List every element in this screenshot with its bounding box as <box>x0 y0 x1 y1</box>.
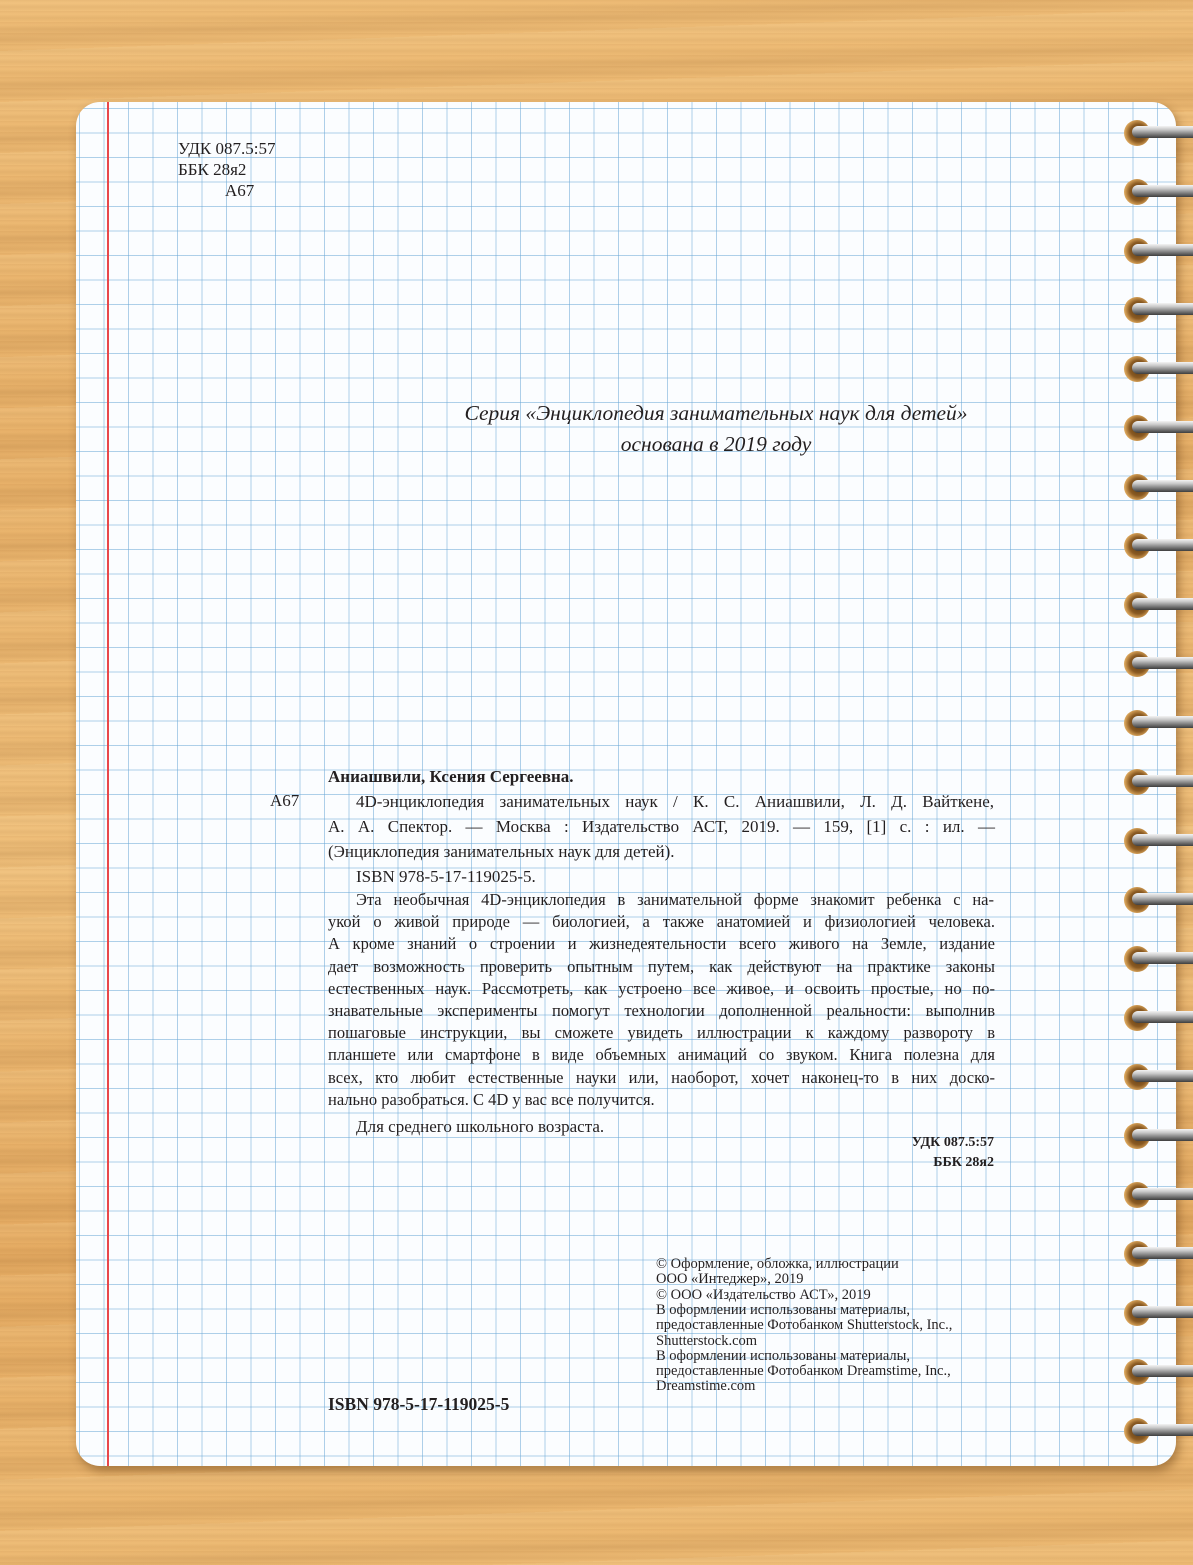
copyright-line: В оформлении использованы материалы, <box>656 1347 911 1364</box>
age-note: Для среднего школьного возраста. <box>356 1117 605 1136</box>
spiral-binding-ring-icon <box>1120 649 1193 679</box>
binding-wire <box>1132 480 1193 492</box>
copyright-line: В оформлении использованы материалы, <box>656 1301 911 1318</box>
binding-wire <box>1132 244 1193 256</box>
binding-wire <box>1132 1011 1193 1023</box>
binding-wire <box>1132 834 1193 846</box>
copyright-line: Dreamstime.com <box>656 1378 756 1395</box>
spiral-binding-ring-icon <box>1120 1298 1193 1328</box>
binding-wire <box>1132 362 1193 374</box>
red-margin-line <box>107 102 109 1466</box>
copyright-line: предоставленные Фотобанком Dreamstime, Inc., <box>656 1363 951 1380</box>
spiral-binding-ring-icon <box>1120 1239 1193 1269</box>
spiral-binding-ring-icon <box>1120 354 1193 384</box>
abstract-line: планшете или смартфоне в виде объемных анимаций со звуком. Книга полезна для <box>328 1045 995 1065</box>
series-title: Серия «Энциклопедия занимательных наук для детей» <box>464 401 968 425</box>
binding-wire <box>1132 303 1193 315</box>
spiral-binding-ring-icon <box>1120 1121 1193 1151</box>
spiral-binding-ring-icon <box>1120 1416 1193 1446</box>
binding-wire <box>1132 421 1193 433</box>
spiral-binding-ring-icon <box>1120 885 1193 915</box>
binding-wire <box>1132 893 1193 905</box>
abstract-line: всех, кто любит естественные науки или, наоборот, хочет наконец-то в них доско- <box>328 1067 995 1087</box>
binding-wire <box>1132 1306 1193 1318</box>
udk-right: УДК 087.5:57 <box>911 1135 994 1150</box>
binding-wire <box>1132 1247 1193 1259</box>
author-mark: А67 <box>225 181 255 200</box>
spiral-binding-ring-icon <box>1120 708 1193 738</box>
copyright-line: © ООО «Издательство АСТ», 2019 <box>656 1286 871 1303</box>
copyright-line: Shutterstock.com <box>656 1332 758 1349</box>
spiral-binding-ring-icon <box>1120 944 1193 974</box>
copyright-line: ООО «Интеджер», 2019 <box>656 1271 804 1288</box>
bbk-code: ББК 28я2 <box>178 160 247 179</box>
binding-wire <box>1132 1188 1193 1200</box>
citation-line: А. А. Спектор. — Москва : Издательство АСТ, 2019. — 159, [1] с. : ил. — <box>328 817 995 836</box>
abstract-line: естественных наук. Рассмотреть, как устроено все живое, и освоить простые, но по- <box>328 978 995 998</box>
spiral-binding <box>1120 118 1193 1458</box>
spiral-binding-ring-icon <box>1120 590 1193 620</box>
abstract-line: знавательные эксперименты помогут технологии дополненной реальности: выполнив <box>328 1001 995 1020</box>
isbn-footer: ISBN 978-5-17-119025-5 <box>328 1394 510 1414</box>
abstract-line: А кроме знаний о строении и жизнедеятельности всего живого на Земле, издание <box>328 934 995 954</box>
spiral-binding-ring-icon <box>1120 472 1193 502</box>
spiral-binding-ring-icon <box>1120 767 1193 797</box>
binding-wire <box>1132 126 1193 138</box>
binding-wire <box>1132 1424 1193 1436</box>
abstract-line: укой о живой природе — биологией, а также анатомией и физиологией человека. <box>328 912 995 932</box>
catalog-margin-mark: А67 <box>270 791 300 810</box>
binding-wire <box>1132 185 1193 197</box>
spiral-binding-ring-icon <box>1120 118 1193 148</box>
binding-wire <box>1132 657 1193 669</box>
copyright-line: © Оформление, обложка, иллюстрации <box>656 1256 899 1272</box>
bbk-right: ББК 28я2 <box>933 1155 994 1170</box>
spiral-binding-ring-icon <box>1120 1357 1193 1387</box>
binding-wire <box>1132 775 1193 787</box>
citation-line: 4D-энциклопедия занимательных наук / К. С. Аниашвили, Л. Д. Вайткене, <box>356 792 994 811</box>
spiral-binding-ring-icon <box>1120 413 1193 443</box>
binding-wire <box>1132 539 1193 551</box>
spiral-binding-ring-icon <box>1120 531 1193 561</box>
binding-wire <box>1132 1070 1193 1082</box>
notebook-page <box>76 102 1176 1466</box>
spiral-binding-ring-icon <box>1120 295 1193 325</box>
abstract-line: пошаговые инструкции, вы сможете увидеть иллюстрации к каждому развороту в <box>328 1023 995 1043</box>
spiral-binding-ring-icon <box>1120 236 1193 266</box>
series-founded: основана в 2019 году <box>620 432 812 456</box>
binding-wire <box>1132 716 1193 728</box>
binding-wire <box>1132 598 1193 610</box>
catalog-author: Аниашвили, Ксения Сергеевна. <box>328 767 574 786</box>
spiral-binding-ring-icon <box>1120 826 1193 856</box>
spiral-binding-ring-icon <box>1120 177 1193 207</box>
spiral-binding-ring-icon <box>1120 1003 1193 1033</box>
binding-wire <box>1132 1129 1193 1141</box>
copyright-line: предоставленные Фотобанком Shutterstock, Inc., <box>656 1317 953 1334</box>
spiral-binding-ring-icon <box>1120 1062 1193 1092</box>
udk-code: УДК 087.5:57 <box>178 139 276 158</box>
citation-line: (Энциклопедия занимательных наук для детей). <box>328 842 675 861</box>
binding-wire <box>1132 952 1193 964</box>
binding-wire <box>1132 1365 1193 1377</box>
abstract-line: дает возможность проверить опытным путем, как действуют на практике законы <box>328 956 995 976</box>
abstract-line: нально разобраться. С 4D у вас все получится. <box>328 1089 655 1109</box>
abstract-line: Эта необычная 4D-энциклопедия в занимательной форме знакомит ребенка с на- <box>356 890 994 909</box>
catalog-isbn: ISBN 978-5-17-119025-5. <box>356 867 536 886</box>
spiral-binding-ring-icon <box>1120 1180 1193 1210</box>
